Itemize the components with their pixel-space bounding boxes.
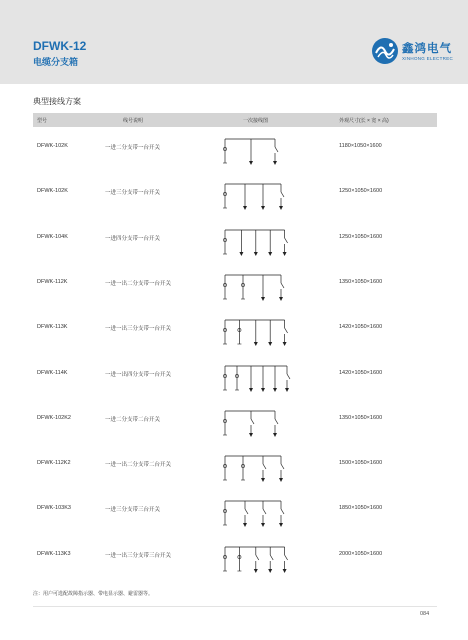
column-header-model: 型号 bbox=[37, 118, 48, 124]
model-cell: DFWK-102K bbox=[37, 188, 68, 195]
footer-divider bbox=[33, 606, 437, 607]
brand-name-en: XINHONG ELECTREC bbox=[402, 56, 454, 61]
size-cell: 1850×1050×1600 bbox=[339, 505, 383, 512]
cable-terminal-icon bbox=[239, 252, 243, 256]
table-row bbox=[33, 172, 437, 218]
cable-terminal-icon bbox=[254, 342, 258, 346]
model-title: DFWK-12 bbox=[33, 39, 87, 53]
description-cell: 一进三分支带一台开关 bbox=[105, 190, 161, 197]
model-cell: DFWK-102K bbox=[37, 143, 68, 149]
model-cell: DFWK-113K3 bbox=[37, 550, 71, 557]
wiring-diagram bbox=[217, 222, 327, 262]
cable-terminal-icon bbox=[268, 342, 272, 346]
size-cell: 1250×1050×1600 bbox=[339, 233, 383, 240]
section-title: 典型接线方案 bbox=[33, 97, 81, 106]
cable-terminal-icon bbox=[268, 569, 272, 573]
switch-icon bbox=[270, 555, 273, 560]
cable-terminal-icon bbox=[249, 161, 253, 165]
switch-icon bbox=[281, 509, 284, 514]
cable-terminal-icon bbox=[261, 388, 265, 392]
table-row bbox=[33, 489, 437, 535]
wiring-diagram bbox=[217, 539, 327, 579]
model-cell: DFWK-103K3 bbox=[37, 505, 71, 512]
page-header bbox=[0, 0, 468, 84]
description-cell: 一进二分支带一台开关 bbox=[105, 145, 161, 151]
model-cell: DFWK-112K2 bbox=[37, 460, 71, 467]
cable-terminal-icon bbox=[279, 478, 283, 482]
cable-terminal-icon bbox=[254, 569, 258, 573]
cable-terminal-icon bbox=[273, 388, 277, 392]
table-row bbox=[33, 444, 437, 490]
description-cell: 一进一出四分支带一台开关 bbox=[105, 371, 172, 378]
column-header-size: 外观尺寸(长 × 宽 × 高) bbox=[339, 118, 389, 124]
size-cell: 1420×1050×1600 bbox=[339, 324, 383, 331]
cable-terminal-icon bbox=[283, 342, 287, 346]
column-header-diagram: 一次接线图 bbox=[243, 118, 269, 124]
size-cell: 1500×1050×1600 bbox=[339, 460, 383, 467]
cable-terminal-icon bbox=[283, 569, 287, 573]
cable-terminal-icon bbox=[273, 433, 277, 437]
model-subtitle: 电缆分支箱 bbox=[33, 57, 79, 67]
cable-terminal-icon bbox=[261, 523, 265, 527]
model-cell: DFWK-102K2 bbox=[37, 414, 71, 421]
cable-terminal-icon bbox=[273, 161, 277, 165]
page-number: 084 bbox=[420, 611, 430, 617]
switch-icon bbox=[281, 464, 284, 469]
switch-icon bbox=[281, 192, 284, 197]
table-row bbox=[33, 263, 437, 309]
switch-icon bbox=[281, 283, 284, 288]
table-header bbox=[33, 113, 437, 127]
wiring-diagram bbox=[217, 403, 327, 443]
switch-icon bbox=[275, 419, 278, 424]
switch-icon bbox=[263, 464, 266, 469]
cable-terminal-icon bbox=[261, 297, 265, 301]
switch-icon bbox=[256, 555, 259, 560]
column-header-description: 线号说明 bbox=[123, 118, 144, 124]
cable-terminal-icon bbox=[261, 206, 265, 210]
wiring-diagram bbox=[217, 312, 327, 352]
cable-terminal-icon bbox=[279, 523, 283, 527]
description-cell: 一进二分支带二台开关 bbox=[105, 416, 161, 423]
switch-icon bbox=[285, 555, 288, 560]
cable-terminal-icon bbox=[283, 252, 287, 256]
wiring-diagram bbox=[217, 493, 327, 533]
description-cell: 一进四分支带一台开关 bbox=[105, 235, 161, 242]
size-cell: 1350×1050×1600 bbox=[339, 278, 383, 285]
wiring-diagram bbox=[217, 131, 327, 171]
size-cell: 1180×1050×1600 bbox=[339, 143, 382, 149]
cable-terminal-icon bbox=[243, 523, 247, 527]
model-cell: DFWK-113K bbox=[37, 324, 68, 331]
switch-icon bbox=[251, 419, 254, 424]
cable-terminal-icon bbox=[249, 433, 253, 437]
model-cell: DFWK-104K bbox=[37, 233, 68, 240]
size-cell: 1350×1050×1600 bbox=[339, 414, 383, 421]
description-cell: 一进一出二分支带一台开关 bbox=[105, 280, 172, 287]
model-cell: DFWK-114K bbox=[37, 369, 68, 376]
cable-terminal-icon bbox=[249, 388, 253, 392]
cable-terminal-icon bbox=[268, 252, 272, 256]
cable-terminal-icon bbox=[261, 478, 265, 482]
switch-icon bbox=[285, 238, 288, 243]
wiring-diagram bbox=[217, 176, 327, 216]
table-row bbox=[33, 127, 437, 173]
table-row bbox=[33, 535, 437, 581]
switch-icon bbox=[287, 374, 290, 379]
cable-terminal-icon bbox=[285, 388, 289, 392]
table-row bbox=[33, 218, 437, 264]
description-cell: 一进一出三分支带一台开关 bbox=[105, 326, 172, 333]
description-cell: 一进一出二分支带二台开关 bbox=[105, 462, 172, 469]
cable-terminal-icon bbox=[279, 206, 283, 210]
switch-icon bbox=[275, 147, 278, 152]
description-cell: 一进三分支带三台开关 bbox=[105, 507, 161, 514]
description-cell: 一进一出三分支带三台开关 bbox=[105, 552, 172, 559]
cable-terminal-icon bbox=[243, 206, 247, 210]
switch-icon bbox=[263, 509, 266, 514]
size-cell: 1420×1050×1600 bbox=[339, 369, 383, 376]
brand-logo-icon bbox=[371, 37, 399, 65]
switch-icon bbox=[285, 328, 288, 333]
table-row bbox=[33, 399, 437, 445]
model-cell: DFWK-112K bbox=[37, 278, 68, 285]
footnote: 注：用户可选配故障指示器、带电显示器、避雷器等。 bbox=[33, 591, 154, 597]
wiring-diagram bbox=[217, 267, 327, 307]
table-row bbox=[33, 308, 437, 354]
cable-terminal-icon bbox=[254, 252, 258, 256]
wiring-diagram bbox=[217, 358, 327, 398]
cable-terminal-icon bbox=[279, 297, 283, 301]
size-cell: 1250×1050×1600 bbox=[339, 188, 383, 195]
brand-name: 鑫鸿电气 bbox=[402, 43, 452, 55]
size-cell: 2000×1050×1600 bbox=[339, 550, 383, 557]
switch-icon bbox=[245, 509, 248, 514]
table-row bbox=[33, 354, 437, 400]
wiring-diagram bbox=[217, 448, 327, 488]
